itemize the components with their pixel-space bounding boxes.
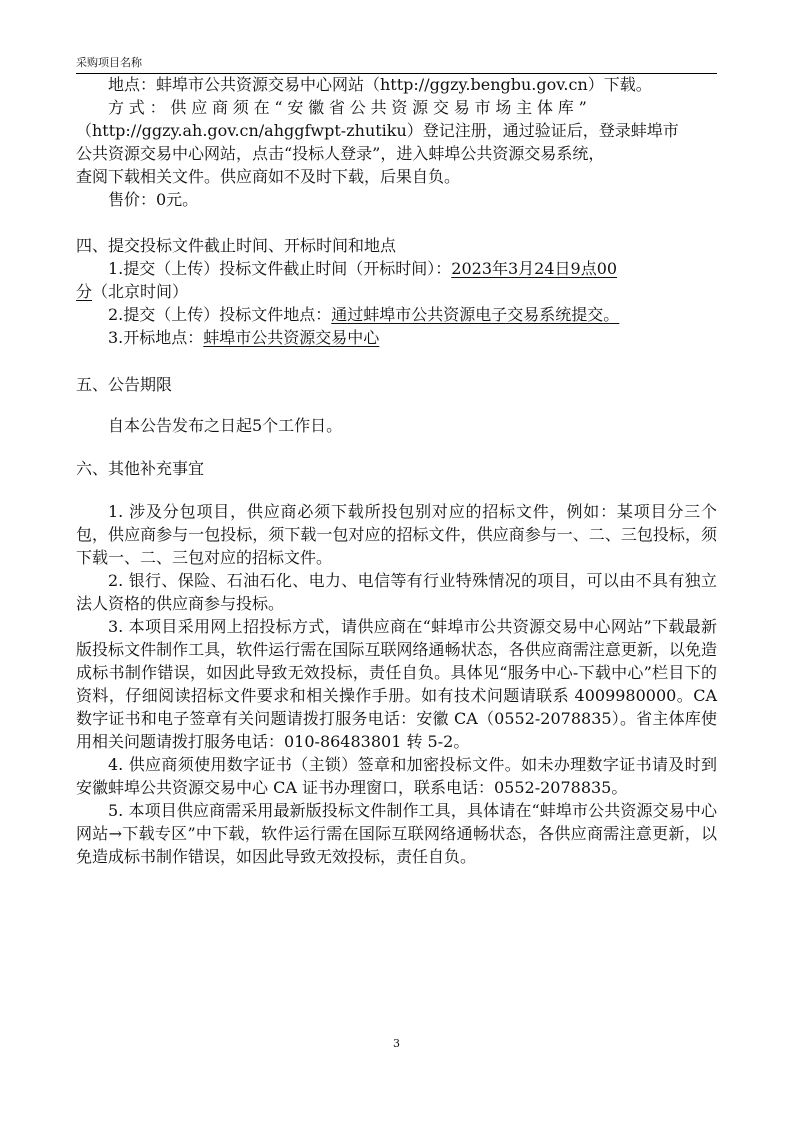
deadline-value-cont: 分 (76, 282, 93, 301)
section-6-heading: 六、其他补充事宜 (76, 459, 205, 478)
section-4-item-3 (76, 326, 717, 349)
running-header: 采购项目名称 (76, 56, 142, 69)
section-6-item-2: 2. 银行、保险、石油石化、电力、电信等有行业特殊情况的项目，可以由不具有独立法人资格的供应商参与投标。 (76, 571, 717, 613)
section-5-heading: 五、公告期限 (76, 375, 173, 394)
deadline-timezone: （北京时间） (92, 282, 189, 301)
section-4-item-1-cont (76, 280, 717, 303)
submission-location-label: 2.提交（上传）投标文件地点： (108, 305, 332, 324)
section-6-item-5: 5. 本项目供应商需采用最新版投标文件制作工具，具体请在“蚌埠市公共资源交易中心网站→下载专区”中下载，软件运行需在国际互联网络通畅状态，各供应商需注意更新，以免造成标书制作错误，如因此导致无效投标，责任自负。 (76, 801, 717, 866)
page-number: 3 (393, 1037, 400, 1050)
submission-location-value: 通过蚌埠市公共资源电子交易系统提交。 (331, 305, 620, 324)
document-price: 售价：0元。 (108, 190, 199, 209)
download-method-line-1: 方式：供应商须在“安徽省公共资源交易市场主体库” (108, 98, 592, 117)
section-6-item-1: 1. 涉及分包项目，供应商必须下载所投包别对应的招标文件，例如：某项目分三个包，供应商参与一包投标，须下载一包对应的招标文件，供应商参与一、二、三包投标，须下载一、二、三包对应的招标文件。 (76, 502, 717, 567)
deadline-value: 2023年3月24日9点00 (451, 259, 618, 278)
download-location: 地点：蚌埠市公共资源交易中心网站（http://ggzy.bengbu.gov.cn）下载。 (108, 75, 652, 94)
opening-location-value: 蚌埠市公共资源交易中心 (203, 328, 380, 347)
section-5-content: 自本公告发布之日起5个工作日。 (108, 416, 343, 435)
section-6-item-4: 4. 供应商须使用数字证书（主锁）签章和加密投标文件。如未办理数字证书请及时到安徽蚌埠公共资源交易中心 CA 证书办理窗口，联系电话：0552-2078835。 (76, 755, 717, 797)
section-6-item-3: 3. 本项目采用网上招投标方式，请供应商在“蚌埠市公共资源交易中心网站”下载最新版投标文件制作工具，软件运行需在国际互联网络通畅状态，各供应商需注意更新，以免造成标书制作错误，如因此导致无效投标，责任自负。具体见“服务中心-下载中心”栏目下的资料，仔细阅读招标文件要求和相关操作手册。如有技术问题请联系 4009980000。CA 数字证书和电子签章有关问题请拨打服务电话：安徽 CA（0552-2078835）。省主体库使用相关问题请拨打服务电话：010-86483801 转 5-2。 (76, 617, 717, 751)
deadline-label: 1.提交（上传）投标文件截止时间（开标时间）： (108, 259, 452, 278)
download-method-line-4: 查阅下载相关文件。供应商如不及时下载，后果自负。 (76, 167, 461, 186)
section-4-item-1 (76, 257, 717, 280)
document-body (76, 73, 717, 868)
download-method-line-3: 公共资源交易中心网站，点击“投标人登录”，进入蚌埠公共资源交易系统， (76, 144, 605, 163)
section-4-item-2 (76, 303, 717, 326)
opening-location-label: 3.开标地点： (108, 328, 204, 347)
download-method-line-2: （http://ggzy.ah.gov.cn/ahggfwpt-zhutiku）登记注册，通过验证后，登录蚌埠市 (76, 121, 679, 140)
section-4-heading: 四、提交投标文件截止时间、开标时间和地点 (76, 236, 397, 255)
